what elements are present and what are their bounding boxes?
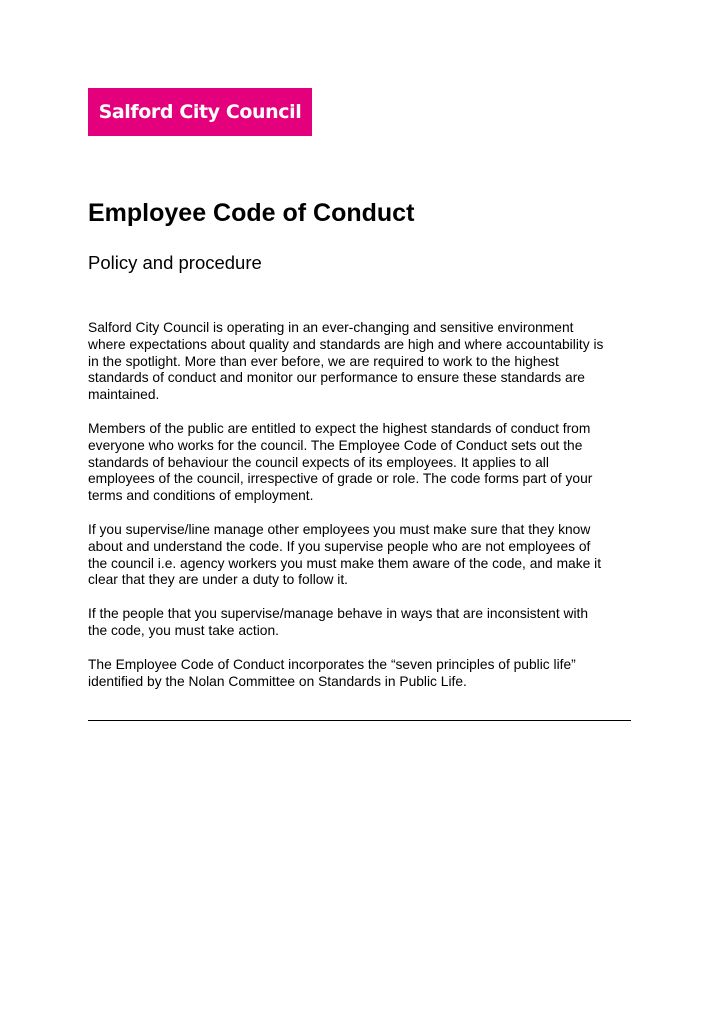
paragraph-public-expectations	[88, 421, 648, 505]
text-line: everyone who works for the council. The Employee Code of Conduct sets out the	[88, 437, 583, 453]
document-title: Employee Code of Conduct	[88, 199, 415, 227]
paragraph-intro	[88, 320, 648, 404]
text-line: about and understand the code. If you supervise people who are not employees of	[88, 538, 591, 554]
text-line: in the spotlight. More than ever before, we are required to work to the highest	[88, 353, 559, 369]
text-line: identified by the Nolan Committee on Standards in Public Life.	[88, 673, 467, 689]
text-line: If you supervise/line manage other employees you must make sure that they know	[88, 521, 591, 537]
text-line: If the people that you supervise/manage behave in ways that are inconsistent with	[88, 606, 589, 622]
text-line: the code, you must take action.	[88, 622, 279, 638]
logo-text: Salford City Council	[98, 101, 302, 123]
paragraph-nolan-principles	[88, 657, 648, 691]
text-line: standards of conduct and monitor our performance to ensure these standards are	[88, 370, 585, 386]
text-line: maintained.	[88, 387, 160, 403]
text-line: The Employee Code of Conduct incorporates the “seven principles of public life”	[88, 656, 576, 672]
text-line: terms and conditions of employment.	[88, 488, 314, 504]
text-line: the council i.e. agency workers you must make them aware of the code, and make it	[88, 555, 602, 571]
text-line: Members of the public are entitled to expect the highest standards of conduct from	[88, 420, 591, 436]
document-subtitle: Policy and procedure	[88, 252, 262, 273]
text-line: standards of behaviour the council expects of its employees. It applies to all	[88, 454, 549, 470]
text-line: clear that they are under a duty to follow it.	[88, 572, 348, 588]
text-line: employees of the council, irrespective of grade or role. The code forms part of your	[88, 471, 593, 487]
salford-city-council-logo	[88, 88, 312, 136]
text-line: where expectations about quality and standards are high and where accountability is	[88, 336, 604, 352]
paragraph-supervisors	[88, 522, 648, 589]
text-line: Salford City Council is operating in an ever-changing and sensitive environment	[88, 320, 574, 335]
paragraph-take-action	[88, 606, 648, 640]
document-body	[88, 320, 648, 707]
horizontal-divider	[88, 720, 631, 721]
